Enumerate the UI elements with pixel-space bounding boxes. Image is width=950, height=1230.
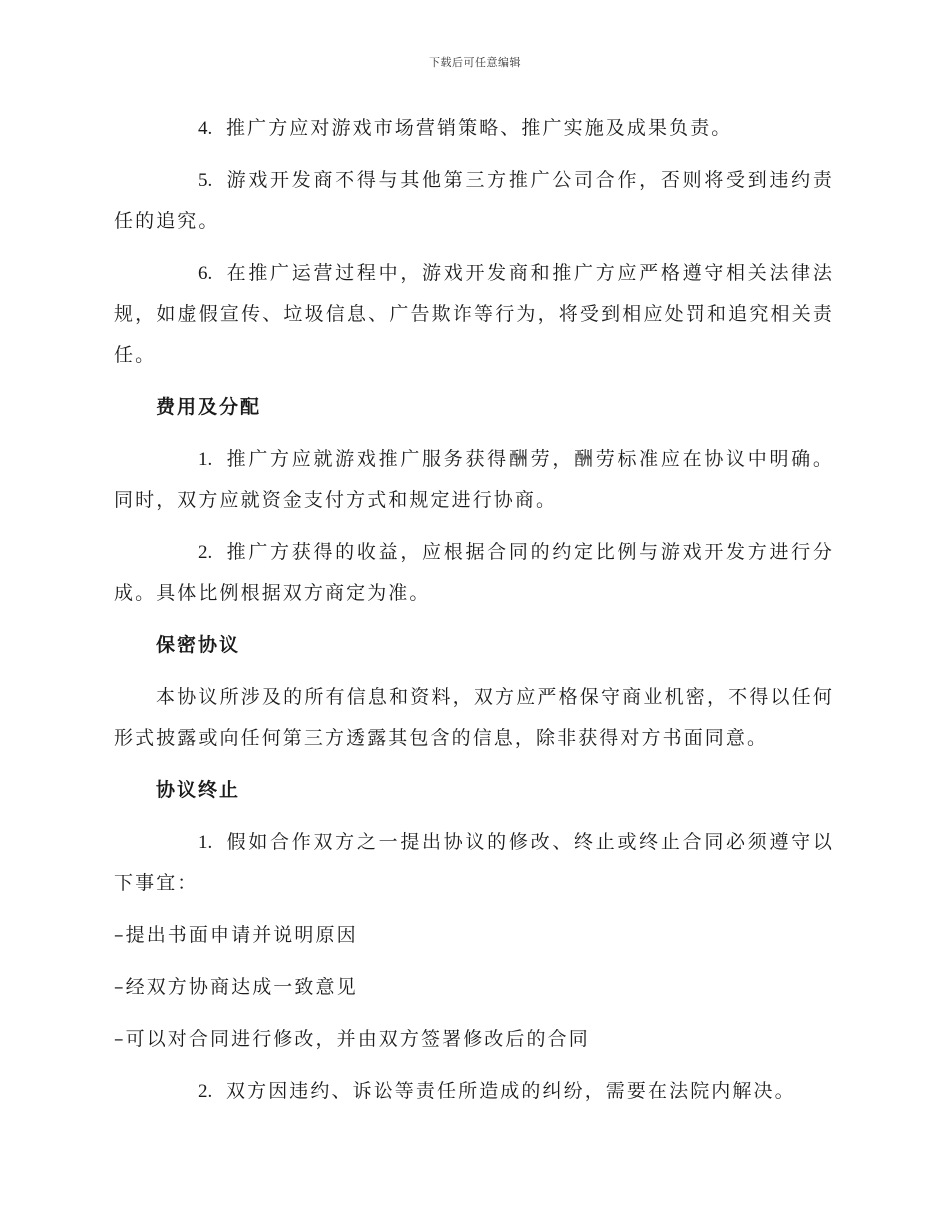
clause-text: 推广方应就游戏推广服务获得酬劳，酬劳标准应在协议中明确。同时，双方应就资金支付方式和规定进行协商。 <box>114 448 834 511</box>
body-paragraph: 本协议所涉及的所有信息和资料，双方应严格保守商业机密，不得以任何形式披露或向任何第三方透露其包含的信息，除非获得对方书面同意。 <box>114 686 834 749</box>
clause-text: 推广方获得的收益，应根据合同的约定比例与游戏开发方进行分成。具体比例根据双方商定为准。 <box>114 541 834 604</box>
clause-number: 6. <box>198 263 213 284</box>
dash-list-item: –经双方协商达成一致意见 <box>114 976 358 998</box>
clause-item <box>114 160 834 242</box>
page-header: 下载后可任意编辑 <box>429 56 521 69</box>
section-heading: 保密协议 <box>156 634 241 656</box>
clause-text: 推广方应对游戏市场营销策略、推广实施及成果负责。 <box>226 117 733 139</box>
clause-number: 1. <box>198 449 213 470</box>
clause-number: 2. <box>198 542 213 563</box>
document-body <box>114 108 834 1123</box>
clause-text: 游戏开发商不得与其他第三方推广公司合作，否则将受到违约责任的追究。 <box>114 169 834 232</box>
section-heading: 费用及分配 <box>156 396 262 418</box>
dash-list-item: –可以对合同进行修改，并由双方签署修改后的合同 <box>114 1028 590 1050</box>
clause-item <box>114 439 834 521</box>
clause-item <box>114 108 834 149</box>
section-heading: 协议终止 <box>156 779 241 801</box>
clause-number: 2. <box>198 1081 213 1102</box>
clause-item <box>114 253 834 376</box>
clause-item <box>114 532 834 614</box>
clause-text: 在推广运营过程中，游戏开发商和推广方应严格遵守相关法律法规，如虚假宣传、垃圾信息、广告欺诈等行为，将受到相应处罚和追究相关责任。 <box>114 262 834 366</box>
clause-text: 假如合作双方之一提出协议的修改、终止或终止合同必须遵守以下事宜： <box>114 831 834 894</box>
clause-number: 1. <box>198 832 213 853</box>
clause-number: 5. <box>198 170 213 191</box>
clause-item <box>114 822 834 904</box>
clause-text: 双方因违约、诉讼等责任所造成的纠纷，需要在法院内解决。 <box>226 1080 796 1102</box>
clause-item <box>114 1071 834 1112</box>
dash-list-item: –提出书面申请并说明原因 <box>114 924 358 946</box>
clause-number: 4. <box>198 118 213 139</box>
